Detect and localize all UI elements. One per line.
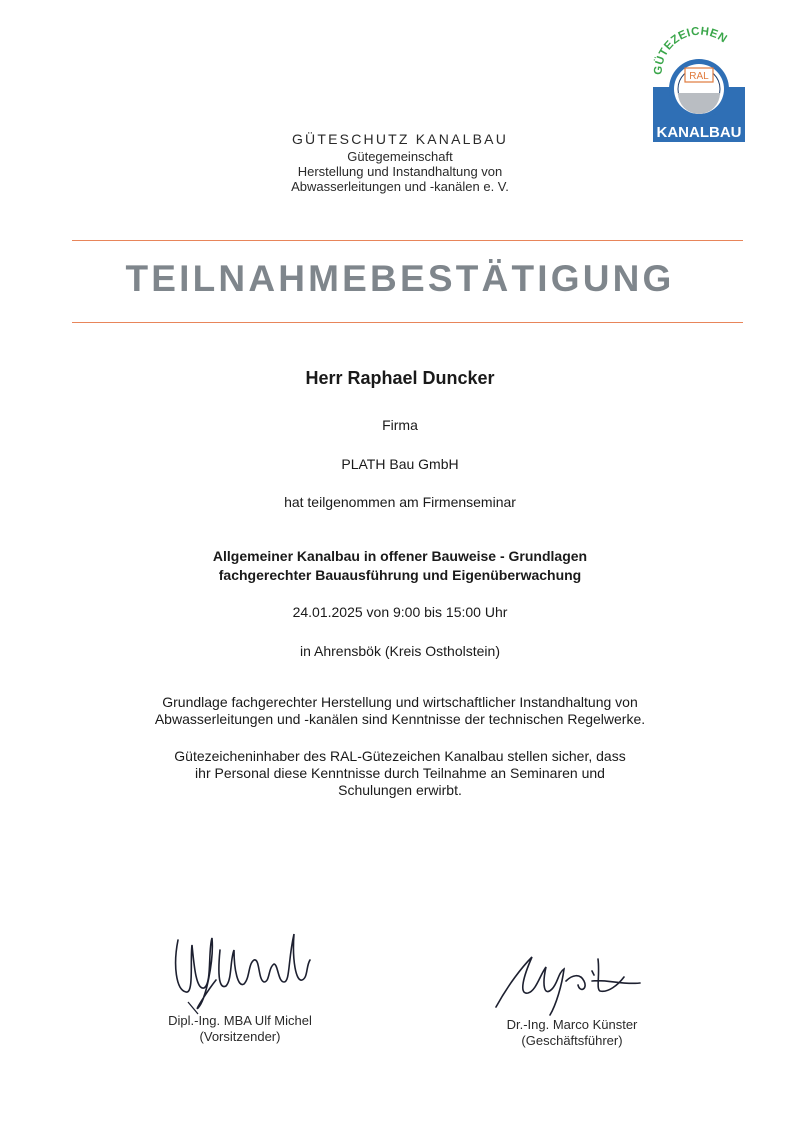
company-label: Firma — [382, 417, 418, 433]
divider-top — [72, 240, 743, 241]
paragraph-line: ihr Personal diese Kenntnisse durch Teilnahme an Seminaren und — [195, 765, 605, 781]
divider-bottom — [72, 322, 743, 323]
signatory-role: (Geschäftsführer) — [521, 1033, 623, 1048]
paragraph-line: Abwasserleitungen und -kanälen sind Kenntnisse der technischen Regelwerke. — [154, 711, 646, 727]
seminar-location: in Ahrensbök (Kreis Ostholstein) — [300, 643, 500, 659]
signature-ulf-michel — [168, 920, 328, 1015]
signature-marco-kuenster — [488, 945, 648, 1020]
paragraph-line: Gütezeicheninhaber des RAL-Gütezeichen Kanalbau stellen sicher, dass — [174, 748, 626, 764]
org-name: GÜTESCHUTZ KANALBAU — [291, 131, 509, 147]
seminar-title-line: Allgemeiner Kanalbau in offener Bauweise - Grundlagen — [212, 548, 588, 564]
recipient-name: Herr Raphael Duncker — [305, 368, 495, 388]
logo-kanalbau-text: KANALBAU — [656, 124, 742, 141]
paragraph-line: Schulungen erwirbt. — [338, 782, 462, 798]
signatory-name: Dipl.-Ing. MBA Ulf Michel — [168, 1013, 312, 1028]
org-subtitle-line: Gütegemeinschaft — [347, 149, 453, 164]
document-title: TEILNAHMEBESTÄTIGUNG — [125, 258, 675, 299]
participation-text: hat teilgenommen am Firmenseminar — [284, 494, 516, 510]
org-subtitle-line: Abwasserleitungen und -kanälen e. V. — [291, 179, 509, 194]
seminar-title-line: fachgerechter Bauausführung und Eigenüberwachung — [218, 567, 582, 583]
signatory-name: Dr.-Ing. Marco Künster — [506, 1017, 638, 1032]
guetezeichen-kanalbau-logo — [648, 25, 748, 145]
paragraph-line: Grundlage fachgerechter Herstellung und wirtschaftlicher Instandhaltung von — [162, 694, 638, 710]
org-subtitle-line: Herstellung und Instandhaltung von — [297, 164, 503, 179]
company-name: PLATH Bau GmbH — [341, 456, 459, 472]
signatory-role: (Vorsitzender) — [199, 1029, 281, 1044]
seminar-date: 24.01.2025 von 9:00 bis 15:00 Uhr — [292, 604, 508, 620]
logo-arc-text: GÜTEZEICHEN — [652, 25, 730, 76]
logo-ral-text: RAL — [689, 71, 709, 82]
